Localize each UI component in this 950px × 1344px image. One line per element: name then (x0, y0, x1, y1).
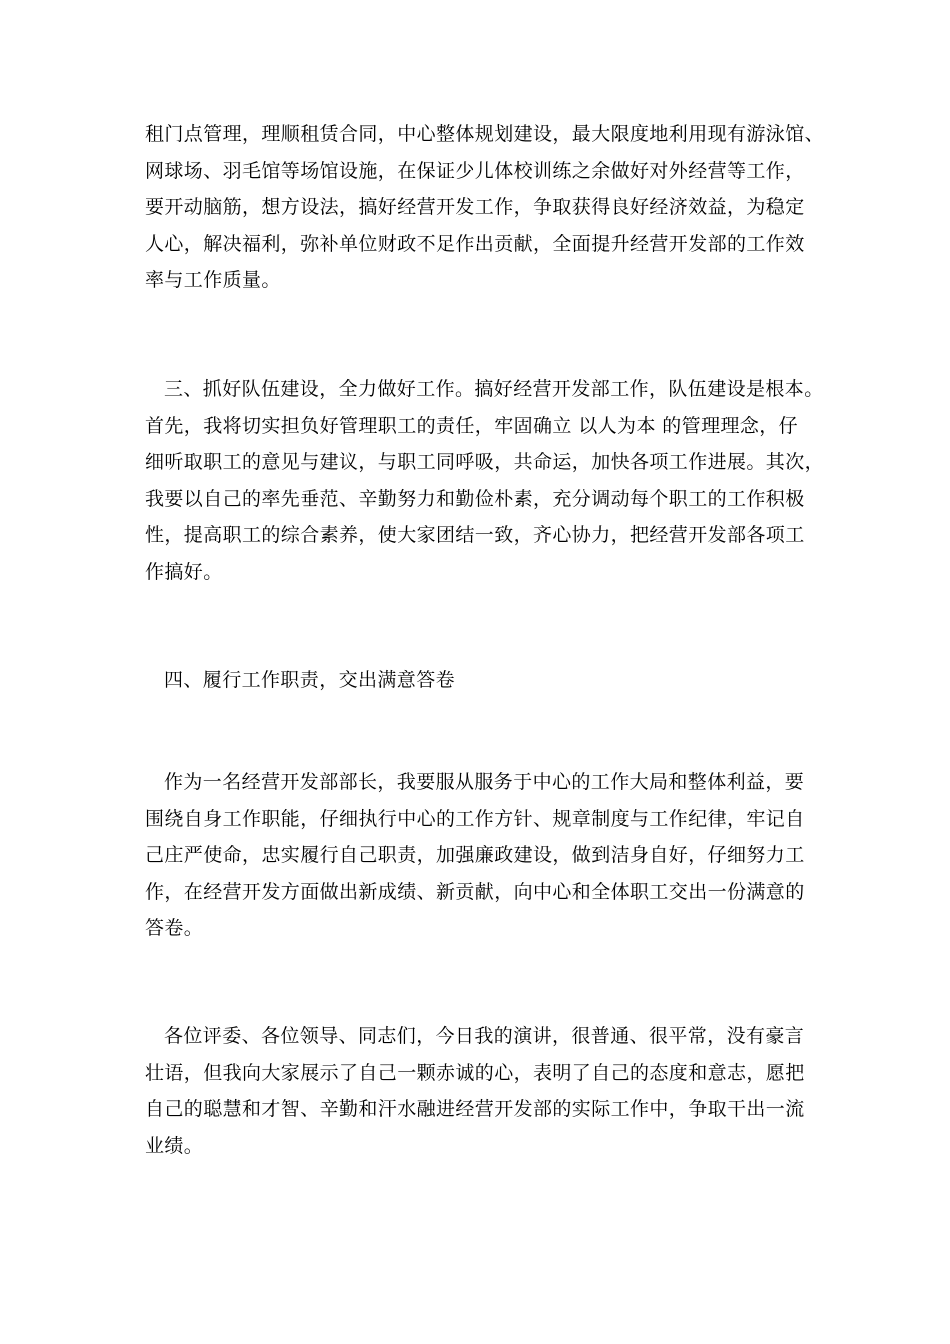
text-line: 自己的聪慧和才智、辛勤和汗水融进经营开发部的实际工作中，争取干出一流 (145, 1098, 805, 1120)
paragraph-4 (145, 764, 815, 947)
text-line: 围绕自身工作职能，仔细执行中心的工作方针、规章制度与工作纪律，牢记自 (145, 807, 805, 830)
text-line: 人心，解决福利，弥补单位财政不足作出贡献，全面提升经营开发部的工作效 (145, 232, 805, 255)
heading-text: 四、履行工作职责，交出满意答卷 (164, 669, 456, 691)
text-line: 业绩。 (145, 1134, 204, 1157)
text-line: 租门点管理，理顺租赁合同，中心整体规划建设，最大限度地利用现有游泳馆、 (145, 123, 825, 145)
text-line: 作搞好。 (145, 560, 223, 583)
text-line: 要开动脑筋，想方设法，搞好经营开发工作，争取获得良好经济效益，为稳定 (145, 196, 805, 218)
text-line: 网球场、羽毛馆等场馆设施，在保证少儿体校训练之余做好对外经营等工作， (145, 159, 805, 182)
text-line: 作为一名经营开发部部长，我要服从服务于中心的工作大局和整体利益，要 (164, 771, 805, 793)
text-line: 作，在经营开发方面做出新成绩、新贡献，向中心和全体职工交出一份满意的 (145, 880, 805, 903)
text-line: 性，提高职工的综合素养，使大家团结一致，齐心协力，把经营开发部各项工 (145, 524, 805, 546)
text-line: 答卷。 (145, 917, 204, 939)
text-line: 率与工作质量。 (145, 269, 281, 291)
text-line: 细听取职工的意见与建议，与职工同呼吸，共命运，加快各项工作进展。其次， (145, 451, 825, 473)
section-heading (145, 662, 815, 699)
text-line: 三、抓好队伍建设，全力做好工作。搞好经营开发部工作，队伍建设是根本。 (164, 378, 824, 400)
paragraph-5 (145, 1018, 815, 1164)
paragraph-1 (145, 116, 825, 299)
text-line: 首先，我将切实担负好管理职工的责任，牢固确立 以人为本 的管理理念，仔 (145, 414, 799, 437)
text-line: 我要以自己的率先垂范、辛勤努力和勤俭朴素，充分调动每个职工的工作积极 (145, 487, 805, 510)
text-line: 壮语，但我向大家展示了自己一颗赤诚的心，表明了自己的态度和意志，愿把 (145, 1061, 805, 1084)
paragraph-2 (145, 371, 825, 590)
text-line: 各位评委、各位领导、同志们，今日我的演讲，很普通、很平常，没有豪言 (164, 1025, 805, 1047)
text-line: 己庄严使命，忠实履行自己职责，加强廉政建设，做到洁身自好，仔细努力工 (145, 844, 805, 866)
